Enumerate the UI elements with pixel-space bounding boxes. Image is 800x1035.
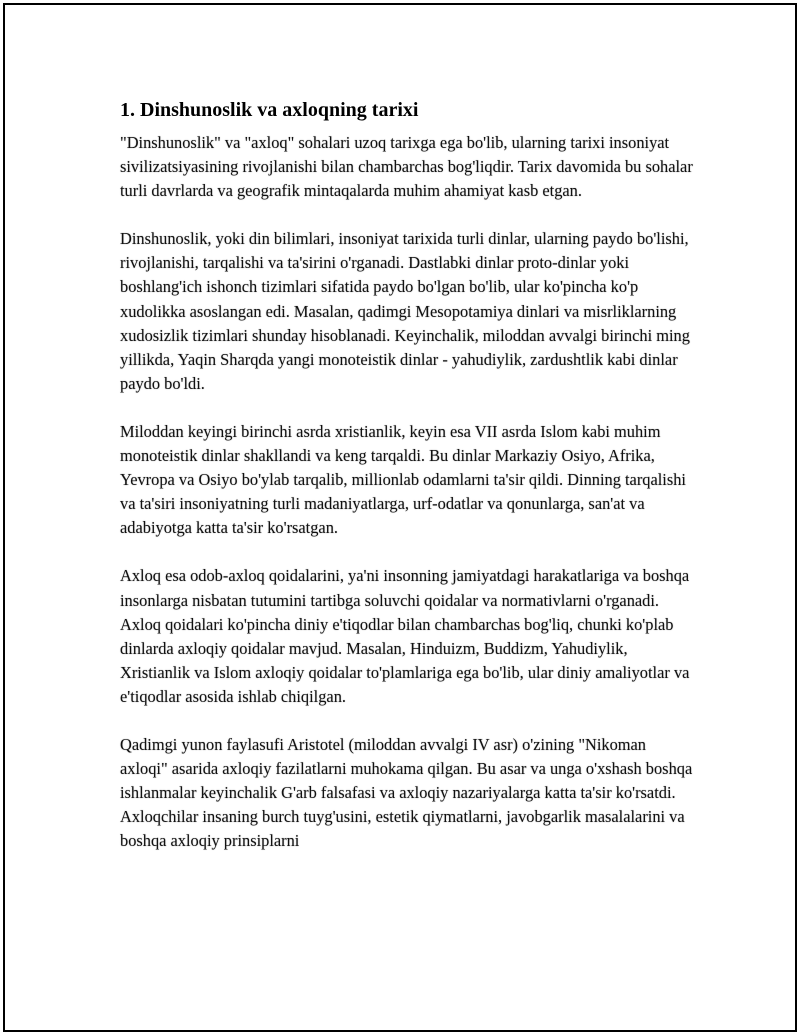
- document-page: [3, 3, 797, 1032]
- paragraph-3: Miloddan keyingi birinchi asrda xristianlik, keyin esa VII asrda Islom kabi muhim monoteistik dinlar shakllandi va keng tarqaldi. Bu dinlar Markaziy Osiyo, Afrika, Yevropa va Osiyo bo'ylab tarqalib, millionlab odamlarni ta'sir qildi. Dinning tarqalishi va ta'siri insoniyatning turli madaniyatlarga, urf-odatlar va qonunlarga, san'at va adabiyotga katta ta'sir ko'rsatgan.: [120, 421, 686, 538]
- paragraph-4: Axloq esa odob-axloq qoidalarini, ya'ni insonning jamiyatdagi harakatlariga va boshqa insonlarga nisbatan tutumini tartibga soluvchi qoidalar va normativlarni o'rganadi. Axloq qoidalari ko'pincha diniy e'tiqodlar bilan chambarchas bog'liq, chunki ko'plab dinlarda axloqiy qoidalar mavjud. Masalan, Hinduizm, Buddizm, Yahudiylik, Xristianlik va Islom axloqiy qoidalar to'plamlariga ega bo'lib, ular diniy amaliyotlar va e'tiqodlar asosida ishlab chiqilgan.: [120, 566, 690, 706]
- document-content: [120, 97, 695, 877]
- paragraph-5: Qadimgi yunon faylasufi Aristotel (miloddan avvalgi IV asr) o'zining "Nikoman axloqi" asarida axloqiy fazilatlarni muhokama qilgan. Bu asar va unga o'xshash boshqa ishlanmalar keyinchalik G'arb falsafasi va axloqiy nazariyalarga katta ta'sir ko'rsatdi. Axloqchilar insaning burch tuyg'usini, estetik qiymatlarni, javobgarlik masalalarini va boshqa axloqiy prinsiplarni: [120, 734, 693, 851]
- paragraph-2: Dinshunoslik, yoki din bilimlari, insoniyat tarixida turli dinlar, ularning paydo bo'lishi, rivojlanishi, tarqalishi va ta'sirini o'rganadi. Dastlabki dinlar proto-dinlar yoki boshlang'ich ishonch tizimlari sifatida paydo bo'lgan bo'lib, ular ko'pincha ko'p xudolikka asoslangan edi. Masalan, qadimgi Mesopotamiya dinlari va misrliklarning xudosizlik tizimlari shunday hisoblanadi. Keyinchalik, miloddan avvalgi birinchi ming yillikda, Yaqin Sharqda yangi monoteistik dinlar - yahudiylik, zardushtlik kabi dinlar paydo bo'ldi.: [120, 229, 690, 393]
- section-heading: 1. Dinshunoslik va axloqning tarixi: [120, 99, 419, 121]
- paragraph-1: "Dinshunoslik" va "axloq" sohalari uzoq tarixga ega bo'lib, ularning tarixi insoniyat sivilizatsiyasining rivojlanishi bilan chambarchas bog'liqdir. Tarix davomida bu sohalar turli davrlarda va geografik mintaqalarda muhim ahamiyat kasb etgan.: [120, 133, 693, 201]
